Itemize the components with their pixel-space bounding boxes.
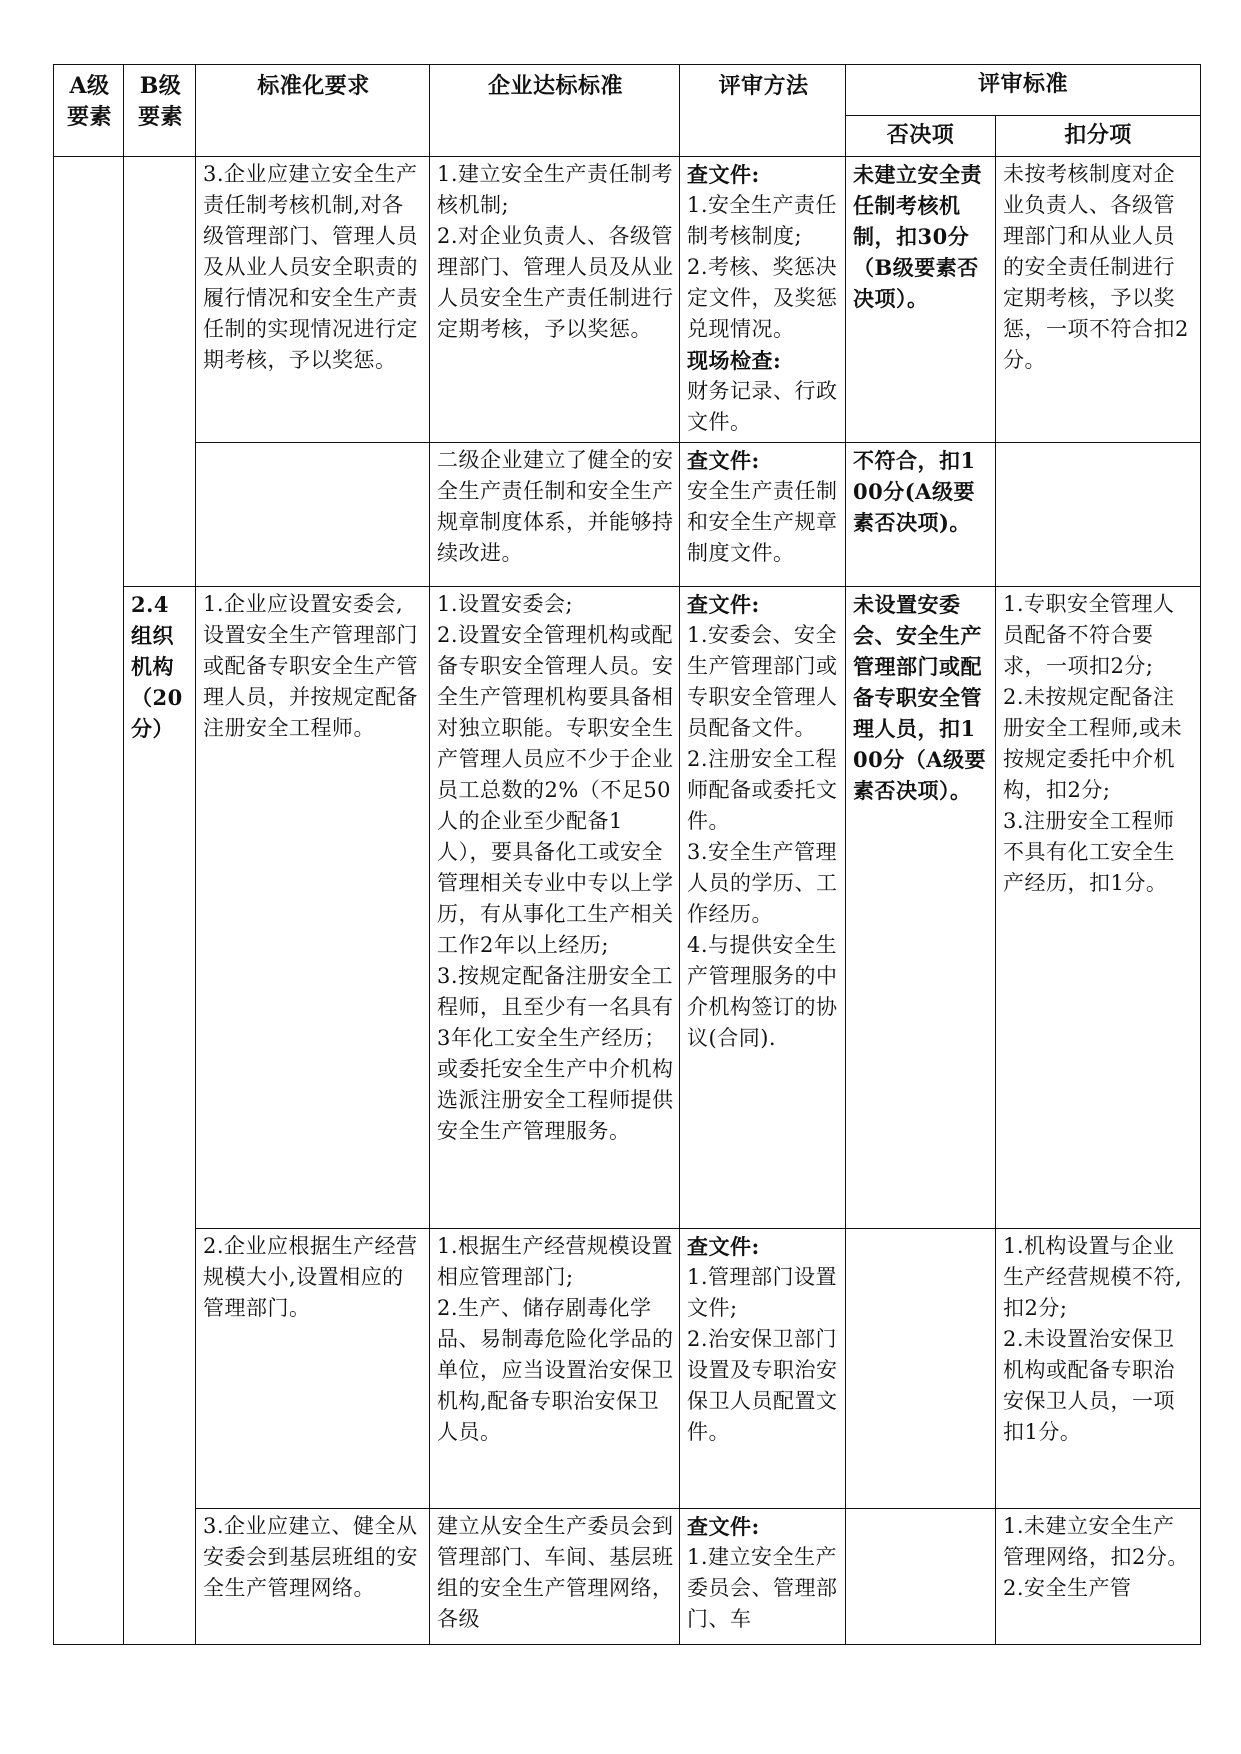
standard-cell xyxy=(430,1229,680,1509)
evaluation-table xyxy=(53,64,1201,1645)
method-title: 查文件: xyxy=(687,592,760,617)
method-cell xyxy=(680,443,846,587)
standard-cell xyxy=(430,587,680,1229)
method-item: 1.建立安全生产委员会、管理部门、车 xyxy=(687,1545,838,1631)
method-title: 现场检查: xyxy=(687,348,782,373)
veto-cell xyxy=(846,1509,996,1645)
method-cell xyxy=(680,1229,846,1509)
method-cell xyxy=(680,587,846,1229)
header-a-level: A级要素 xyxy=(54,65,124,157)
method-cell xyxy=(680,157,846,443)
method-title: 查文件: xyxy=(687,448,760,473)
method-cell xyxy=(680,1509,846,1645)
header-standard: 企业达标标准 xyxy=(430,65,680,157)
table-row xyxy=(54,1509,1201,1645)
standard-cell: 二级企业建立了健全的安全生产责任制和安全生产规章制度体系，并能够持续改进。 xyxy=(430,443,680,587)
deduct-item: 1.机构设置与企业生产经营规模不符,扣2分; xyxy=(1003,1234,1183,1320)
header-requirement: 标准化要求 xyxy=(196,65,430,157)
method-title: 查文件: xyxy=(687,162,760,187)
standard-item: 1.根据生产经营规模设置相应管理部门; xyxy=(437,1234,674,1289)
deduct-item: 1.未建立安全生产管理网络，扣2分。 xyxy=(1003,1514,1189,1569)
standard-item: 1.建立安全生产责任制考核机制; xyxy=(437,162,674,217)
b-element-cell xyxy=(124,157,196,587)
deduct-cell xyxy=(996,443,1201,587)
standard-item: 2.对企业负责人、各级管理部门、管理人员及从业人员安全生产责任制进行定期考核，予以奖惩。 xyxy=(437,224,674,341)
method-item: 1.安全生产责任制考核制度; xyxy=(687,193,838,248)
method-item: 3.安全生产管理人员的学历、工作经历。 xyxy=(687,840,838,926)
requirement-cell: 2.企业应根据生产经营规模大小,设置相应的管理部门。 xyxy=(196,1229,430,1509)
method-title: 查文件: xyxy=(687,1514,760,1539)
deduct-item: 2.安全生产管 xyxy=(1003,1576,1132,1600)
b-element-cell: 2.4组织机构（20分） xyxy=(124,587,196,1645)
standard-cell: 建立从安全生产委员会到管理部门、车间、基层班组的安全生产管理网络，各级 xyxy=(430,1509,680,1645)
deduct-item: 1.专职安全管理人员配备不符合要求，一项扣2分; xyxy=(1003,592,1175,678)
header-criteria: 评审标准 xyxy=(846,65,1201,116)
header-method: 评审方法 xyxy=(680,65,846,157)
method-item: 2.考核、奖惩决定文件，及奖惩兑现情况。 xyxy=(687,255,838,341)
standard-item: 2.生产、储存剧毒化学品、易制毒危险化学品的单位，应当设置治安保卫机构,配备专职治安保卫人员。 xyxy=(437,1296,674,1444)
method-item: 2.注册安全工程师配备或委托文件。 xyxy=(687,747,838,833)
method-item: 财务记录、行政文件。 xyxy=(687,379,838,434)
veto-cell: 未设置安委会、安全生产管理部门或配备专职安全管理人员，扣100分（A级要素否决项）。 xyxy=(846,587,996,1229)
deduct-cell xyxy=(996,1509,1201,1645)
header-veto: 否决项 xyxy=(846,116,996,157)
veto-cell: 不符合，扣100分(A级要素否决项)。 xyxy=(846,443,996,587)
table-row xyxy=(54,1229,1201,1509)
deduct-cell: 未按考核制度对企业负责人、各级管理部门和从业人员的安全责任制进行定期考核，予以奖惩，一项不符合扣2分。 xyxy=(996,157,1201,443)
header-deduct: 扣分项 xyxy=(996,116,1201,157)
method-item: 2.治安保卫部门设置及专职治安保卫人员配置文件。 xyxy=(687,1327,838,1444)
table-row xyxy=(54,443,1201,587)
requirement-cell: 1.企业应设置安委会,设置安全生产管理部门或配备专职安全生产管理人员，并按规定配备注册安全工程师。 xyxy=(196,587,430,1229)
deduct-cell xyxy=(996,587,1201,1229)
method-title: 查文件: xyxy=(687,1234,760,1259)
standard-item: 2.设置安全管理机构或配备专职安全管理人员。安全生产管理机构要具备相对独立职能。专职安全生产管理人员应不少于企业员工总数的2%（不足50人的企业至少配备1人），要具备化工或安全管理相关专业中专以上学历，有从事化工生产相关工作2年以上经历; xyxy=(437,623,674,957)
deduct-item: 2.未设置治安保卫机构或配备专职治安保卫人员，一项扣1分。 xyxy=(1003,1327,1175,1444)
deduct-cell xyxy=(996,1229,1201,1509)
header-b-level: B级要素 xyxy=(124,65,196,157)
veto-cell xyxy=(846,1229,996,1509)
standard-cell xyxy=(430,157,680,443)
method-item: 1.安委会、安全生产管理部门或专职安全管理人员配备文件。 xyxy=(687,623,838,740)
requirement-cell: 3.企业应建立安全生产责任制考核机制,对各级管理部门、管理人员及从业人员安全职责的履行情况和安全生产责任制的实现情况进行定期考核，予以奖惩。 xyxy=(196,157,430,443)
requirement-cell xyxy=(196,443,430,587)
method-item: 1.管理部门设置文件; xyxy=(687,1265,838,1320)
method-item: 4.与提供安全生产管理服务的中介机构签订的协议(合同). xyxy=(687,933,838,1050)
requirement-cell: 3.企业应建立、健全从安委会到基层班组的安全生产管理网络。 xyxy=(196,1509,430,1645)
deduct-item: 2.未按规定配备注册安全工程师,或未按规定委托中介机构，扣2分; xyxy=(1003,685,1183,802)
table-row xyxy=(54,587,1201,1229)
a-element-cell xyxy=(54,157,124,1645)
standard-item: 3.按规定配备注册安全工程师，且至少有一名具有3年化工安全生产经历；或委托安全生产中介机构选派注册安全工程师提供安全生产管理服务。 xyxy=(437,964,674,1143)
table-row xyxy=(54,157,1201,443)
method-item: 安全生产责任制和安全生产规章制度文件。 xyxy=(687,479,838,565)
veto-cell: 未建立安全责任制考核机制，扣30分（B级要素否决项）。 xyxy=(846,157,996,443)
standard-item: 1.设置安委会; xyxy=(437,592,574,616)
deduct-item: 3.注册安全工程师不具有化工安全生产经历，扣1分。 xyxy=(1003,809,1175,895)
header-row-1 xyxy=(54,65,1201,116)
